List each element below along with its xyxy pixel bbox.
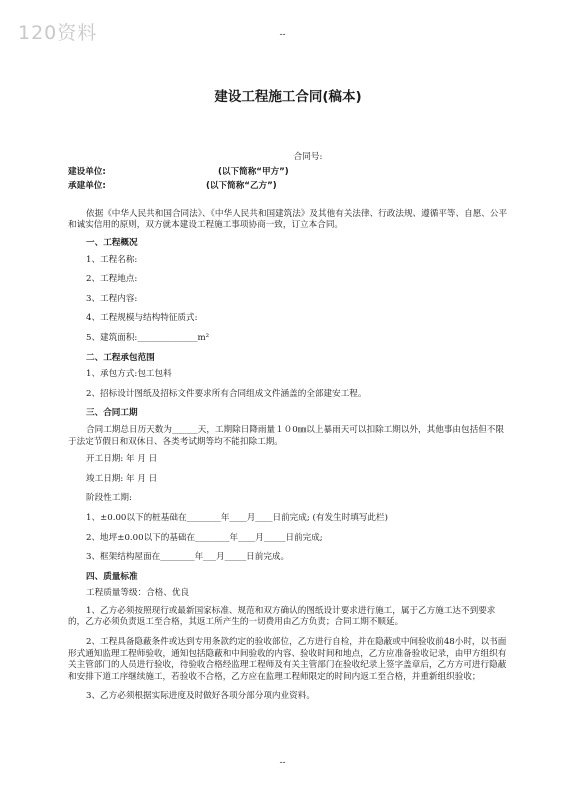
list-item: 2、地坪±0.00以下的基础在________年____月_____日前完成; — [86, 532, 323, 543]
document-title: 建设工程施工合同(稿本) — [214, 89, 362, 105]
quality-paragraph: 3、乙方必须根据实际进度及时做好各项分部分项内业资料。 — [86, 691, 315, 702]
list-item: 4、工程规模与结构特征质式: — [86, 313, 198, 324]
list-item: 1、±0.00以下的桩基础在________年____月____日前完成; (有发生时填写此栏) — [86, 512, 388, 523]
phase-label: 阶段性工期: — [86, 493, 132, 504]
watermark: 120资料 — [18, 22, 98, 44]
list-item: 1、工程名称: — [86, 254, 138, 265]
party-b-row — [68, 181, 508, 195]
end-date: 竣工日期: 年 月 日 — [86, 473, 158, 484]
list-item: 3、工程内容: — [86, 293, 138, 304]
footer-mark: -- — [279, 758, 286, 768]
list-item: 2、工程地点: — [86, 274, 138, 285]
list-item: 2、招标设计图纸及招标文件要求所有合同组成文件涵盖的全部建安工程。 — [86, 388, 367, 399]
party-a-value: (以下简称“甲方”) — [218, 166, 289, 177]
contract-number: 合同号: — [293, 152, 323, 163]
list-item: 1、承包方式:包工包料 — [86, 369, 172, 380]
section-3-title: 三、合同工期 — [86, 408, 138, 419]
quality-paragraph: 2、工程具备隐蔽条件或达到专用条款约定的验收部位，乙方进行自检，并在隐蔽或中间验收前48小时，以书面形式通知监理工程师验收，通知包括隐蔽和中间验收的内容、验收时间和地点，乙方应准备验收记录，由甲方组织有关主管部门的人员进行验收，待验收合格经监理工程师及有关主管部门在验收纪录上签字盖章后，乙方方可进行隐蔽和安排下道工序继续施工，若验收不合格，乙方应在监理工程师限定的时间内返工至合格，并重新组织验收； — [68, 637, 507, 682]
quality-grade: 工程质量等级：合格、优良 — [86, 588, 190, 599]
start-date: 开工日期: 年 月 日 — [86, 454, 158, 465]
list-item: 5、建筑面积:______________m² — [86, 332, 210, 343]
header-mark: -- — [279, 30, 286, 40]
section-2-title: 二、工程承包范围 — [86, 352, 155, 363]
party-a-label: 建设单位: — [68, 166, 106, 177]
party-a-row — [68, 167, 508, 181]
section-4-title: 四、质量标准 — [86, 571, 138, 582]
document-body — [68, 88, 508, 711]
list-item: 3、框架结构屋面在________年___月_____日前完成。 — [86, 552, 290, 563]
schedule-paragraph: 合同工期总日历天数为______天，工期除日降雨量１０0㎜以上暴雨天可以扣除工期以外，其他事由包括但不限于法定节假日和双休日、各类考试期等均不能扣除工期。 — [68, 424, 504, 447]
party-b-label: 承建单位: — [68, 180, 106, 191]
intro-paragraph: 依据《中华人民共和国合同法》、《中华人民共和国建筑法》及其他有关法律、行政法规、遵循平等、自愿、公平和诚实信用的原则，双方就本建设工程施工事项协商一致，订立本合同。 — [68, 208, 508, 231]
quality-paragraph: 1、乙方必须按照现行或最新国家标准、规范和双方确认的图纸设计要求进行施工，属于乙方施工达不到要求的，乙方必须负责返工至合格，其返工所产生的一切费用由乙方负责；合同工期不顺延。 — [68, 605, 496, 628]
party-b-value: (以下简称“乙方”) — [206, 180, 277, 191]
section-1-title: 一、工程概况 — [86, 238, 138, 248]
